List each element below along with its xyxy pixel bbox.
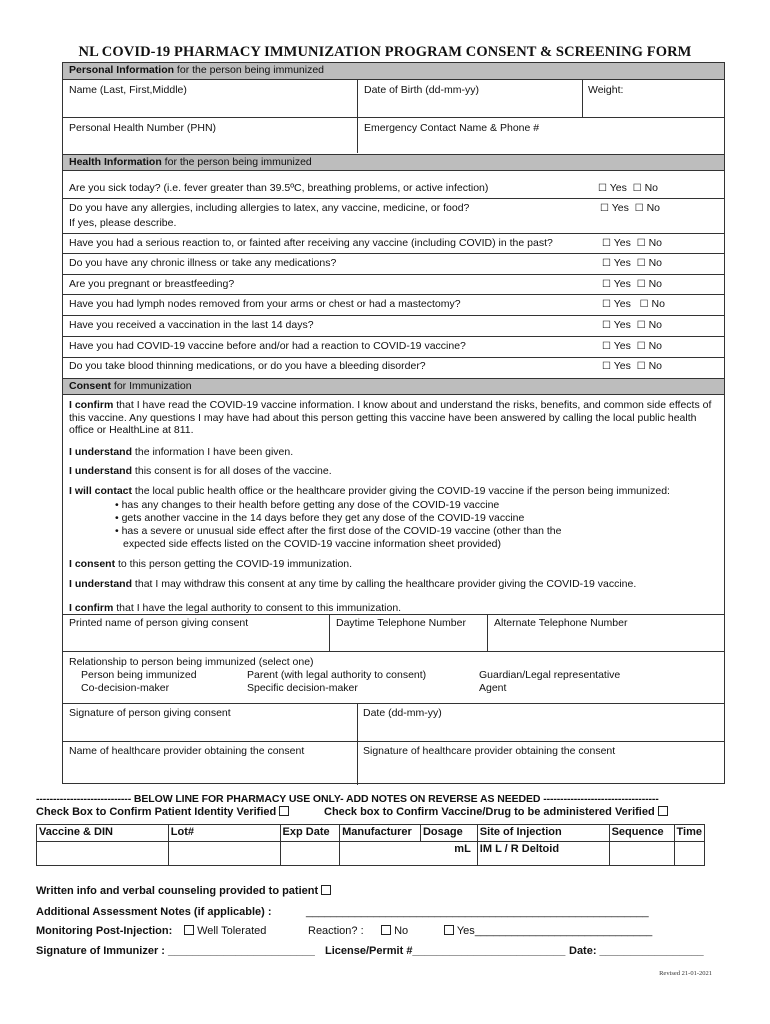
dob-field-label[interactable]: Date of Birth (dd-mm-yy) <box>364 84 479 96</box>
consent-header: Consent for Immunization <box>63 378 724 395</box>
assessment-notes-label: Additional Assessment Notes (if applicable) : <box>36 906 272 918</box>
consent-bullet: • gets another vaccine in the 14 days before they get any dose of the COVID-19 vaccine <box>115 512 525 524</box>
col-site: Site of Injection <box>477 825 609 842</box>
reaction-no-option[interactable]: No <box>381 925 408 937</box>
checkbox-icon <box>321 885 331 895</box>
phn-field-label[interactable]: Personal Health Number (PHN) <box>69 122 217 134</box>
yes-no-options[interactable]: ☐ Yes ☐ No <box>602 360 663 372</box>
health-info-header: Health Information for the person being immunized <box>63 154 724 171</box>
question-allergies: Do you have any allergies, including allergies to latex, any vaccine, medicine, or food? <box>69 202 470 214</box>
col-sequence: Sequence <box>609 825 674 842</box>
question-chronic-illness: Do you have any chronic illness or take any medications? <box>69 257 337 269</box>
question-recent-vaccination: Have you received a vaccination in the last 14 days? <box>69 319 314 331</box>
consent-bullet: expected side effects listed on the COVID-19 vaccine information sheet provided) <box>123 538 502 550</box>
weight-field-label[interactable]: Weight: <box>588 84 624 96</box>
consent-form <box>62 62 725 784</box>
personal-info-header: Personal Information for the person being immunized <box>63 63 724 80</box>
yes-no-options[interactable]: ☐ Yes ☐ No <box>602 257 663 269</box>
col-manufacturer: Manufacturer <box>340 825 421 842</box>
col-exp-date: Exp Date <box>280 825 340 842</box>
question-serious-reaction: Have you had a serious reaction to, or fainted after receiving any vaccine (including COVID) in the past? <box>69 237 553 249</box>
question-previous-covid-vaccine: Have you had COVID-19 vaccine before and/or had a reaction to COVID-19 vaccine? <box>69 340 466 352</box>
provider-signature-label[interactable]: Signature of healthcare provider obtaining the consent <box>363 745 616 757</box>
relationship-option[interactable]: Parent (with legal authority to consent) <box>247 669 427 681</box>
immunization-date[interactable]: Date: _________________ <box>569 945 704 957</box>
revised-date: Revised 21-01-2021 <box>659 970 712 977</box>
form-title: NL COVID-19 PHARMACY IMMUNIZATION PROGRAM CONSENT & SCREENING FORM <box>78 44 692 60</box>
table-row <box>37 842 705 866</box>
relationship-option[interactable]: Guardian/Legal representative <box>479 669 621 681</box>
consent-bullet: • has any changes to their health before getting any dose of the COVID-19 vaccine <box>115 499 500 511</box>
provider-name-label[interactable]: Name of healthcare provider obtaining the consent <box>69 745 305 757</box>
yes-no-options[interactable]: ☐ Yes ☐ No <box>602 340 663 352</box>
yes-no-options[interactable]: ☐ Yes ☐ No <box>602 319 663 331</box>
yes-no-options[interactable]: ☐ Yes ☐ No <box>602 278 663 290</box>
checkbox-icon <box>444 925 454 935</box>
consent-legal-authority: I confirm that I have the legal authority to consent to this immunization. <box>69 602 402 614</box>
identity-verified[interactable]: Check Box to Confirm Patient Identity Verified <box>36 806 289 818</box>
dosage-cell[interactable]: mL <box>340 842 478 866</box>
name-field-label[interactable]: Name (Last, First,Middle) <box>69 84 187 96</box>
relationship-option[interactable]: Specific decision-maker <box>247 682 358 694</box>
yes-no-options[interactable]: ☐ Yes ☐ No <box>602 298 665 310</box>
relationship-option[interactable]: Co-decision-maker <box>81 682 170 694</box>
question-allergies-describe: If yes, please describe. <box>69 217 177 229</box>
written-info[interactable]: Written info and verbal counseling provided to patient <box>36 885 331 897</box>
relationship-label: Relationship to person being immunized (select one) <box>69 656 314 668</box>
col-time: Time <box>674 825 704 842</box>
checkbox-icon <box>279 806 289 816</box>
col-lot: Lot# <box>168 825 280 842</box>
checkbox-icon <box>184 925 194 935</box>
yes-no-options[interactable]: ☐ Yes ☐ No <box>598 182 659 194</box>
emergency-contact-label[interactable]: Emergency Contact Name & Phone # <box>364 122 540 134</box>
monitoring-label: Monitoring Post-Injection: <box>36 925 173 937</box>
assessment-notes-line[interactable]: ________________________________________________________ <box>306 906 649 918</box>
reaction-yes-option[interactable]: Yes_____________________________ <box>444 925 652 937</box>
vaccine-verified[interactable]: Check box to Confirm Vaccine/Drug to be administered Verified <box>324 806 668 818</box>
consent-date-label[interactable]: Date (dd-mm-yy) <box>363 707 442 719</box>
table-header-row <box>37 825 705 842</box>
relationship-option[interactable]: Person being immunized <box>81 669 197 681</box>
checkbox-icon <box>658 806 668 816</box>
question-lymph-nodes: Have you had lymph nodes removed from your arms or chest or had a mastectomy? <box>69 298 461 310</box>
divider <box>63 117 724 118</box>
well-tolerated-option[interactable]: Well Tolerated <box>184 925 266 937</box>
question-pregnant: Are you pregnant or breastfeeding? <box>69 278 235 290</box>
question-blood-thinners: Do you take blood thinning medications, or do you have a bleeding disorder? <box>69 360 426 372</box>
divider <box>357 79 358 153</box>
signature-label[interactable]: Signature of person giving consent <box>69 707 231 719</box>
checkbox-icon <box>381 925 391 935</box>
license-permit[interactable]: License/Permit #_________________________ <box>325 945 566 957</box>
yes-no-options[interactable]: ☐ Yes ☐ No <box>600 202 661 214</box>
consent-bullet: • has a severe or unusual side effect after the first dose of the COVID-19 vaccine (other than the <box>115 525 562 537</box>
col-dosage: Dosage <box>420 825 477 842</box>
reaction-label: Reaction? : <box>308 925 364 937</box>
question-sick: Are you sick today? (i.e. fever greater than 39.5ºC, breathing problems, or active infection) <box>69 182 489 194</box>
consent-confirm-info: I confirm that I have read the COVID-19 vaccine information. I know about and understand the risks, benefits, and common side effects of this vaccine. Any questions I may have had about this person getting this vaccine have been answered by calling the local public health office or HealthLine at 811. <box>69 399 712 436</box>
checkbox-icon: ☐ <box>632 183 642 194</box>
relationship-option[interactable]: Agent <box>479 682 507 694</box>
yes-no-options[interactable]: ☐ Yes ☐ No <box>602 237 663 249</box>
divider <box>582 79 583 117</box>
consent-withdraw: I understand that I may withdraw this consent at any time by calling the healthcare provider giving the COVID-19 vaccine. <box>69 578 637 590</box>
consent-will-contact: I will contact the local public health office or the healthcare provider giving the COVID-19 vaccine if the person being immunized: <box>69 485 670 497</box>
pharmacy-divider: ---------------------------- BELOW LINE FOR PHARMACY USE ONLY- ADD NOTES ON REVERSE AS NEEDED ---------------------------------- <box>36 793 659 805</box>
daytime-phone-label[interactable]: Daytime Telephone Number <box>336 617 466 629</box>
consent-all-doses: I understand this consent is for all doses of the vaccine. <box>69 465 332 477</box>
alternate-phone-label[interactable]: Alternate Telephone Number <box>494 617 628 629</box>
consent-understand-info: I understand the information I have been given. <box>69 446 294 458</box>
vaccine-table <box>36 824 705 866</box>
printed-name-label[interactable]: Printed name of person giving consent <box>69 617 249 629</box>
consent-agree: I consent to this person getting the COVID-19 immunization. <box>69 558 353 570</box>
immunizer-signature[interactable]: Signature of Immunizer : ________________________ <box>36 945 315 957</box>
col-vaccine-din: Vaccine & DIN <box>37 825 169 842</box>
checkbox-icon: ☐ <box>598 183 607 194</box>
site-cell[interactable]: IM L / R Deltoid <box>477 842 609 866</box>
